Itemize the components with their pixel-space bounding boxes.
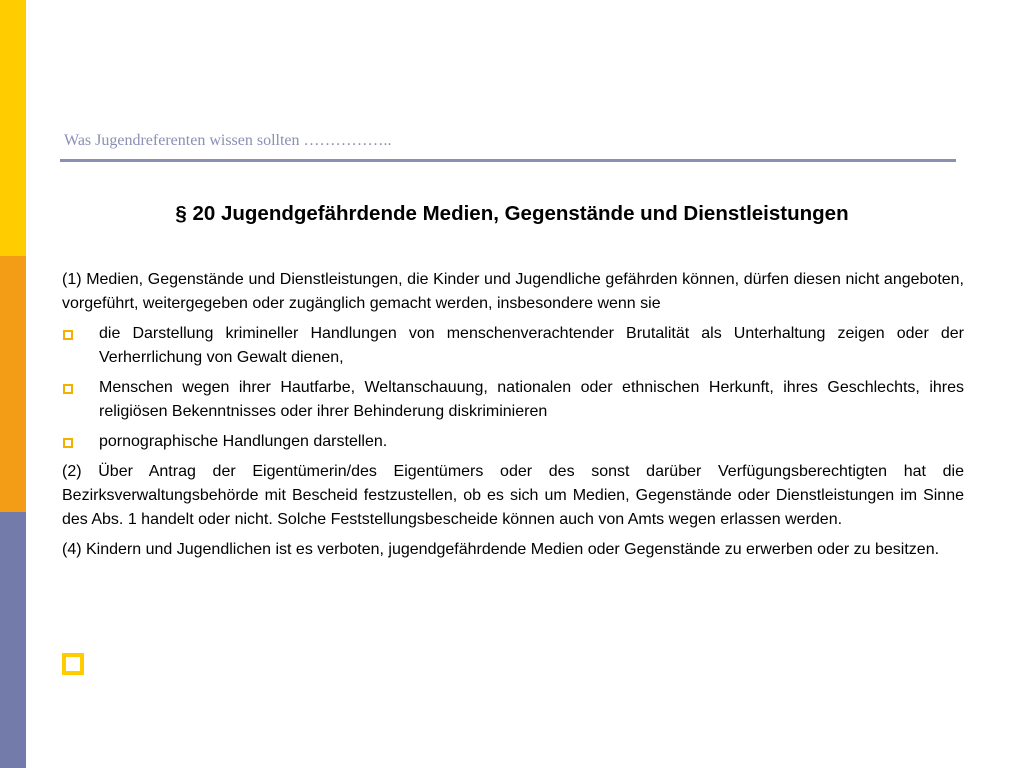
square-bullet-icon xyxy=(63,330,73,340)
square-bullet-icon xyxy=(63,384,73,394)
slide-body xyxy=(62,268,964,568)
bullet-item xyxy=(62,322,964,370)
decor-bar-orange xyxy=(0,256,26,512)
bullet-text: pornographische Handlungen darstellen. xyxy=(99,433,388,450)
bullet-item xyxy=(62,430,964,454)
bullet-text: die Darstellung krimineller Handlungen von menschenverachtender Brutalität als Unterhaltung zeigen oder der Verherrlichung von Gewalt dienen, xyxy=(99,325,964,366)
square-bullet-icon xyxy=(63,438,73,448)
paragraph-1: (1) Medien, Gegenstände und Dienstleistungen, die Kinder und Jugendliche gefährden können, dürfen diesen nicht angeboten, vorgeführt, weitergegeben oder zugänglich gemacht werden, insbesondere wenn sie xyxy=(62,271,964,312)
slide-header: Was Jugendreferenten wissen sollten …………….. xyxy=(64,132,392,149)
bullet-text: Menschen wegen ihrer Hautfarbe, Weltanschauung, nationalen oder ethnischen Herkunft, ihres Geschlechts, ihres religiösen Bekenntnisses oder ihrer Behinderung diskriminieren xyxy=(99,379,964,420)
slide-title: § 20 Jugendgefährdende Medien, Gegenstände und Dienstleistungen xyxy=(175,202,849,225)
decor-bar-blue xyxy=(0,512,26,768)
empty-square-bullet-icon xyxy=(62,653,84,675)
paragraph-2: (2) Über Antrag der Eigentümerin/des Eigentümers oder des sonst darüber Verfügungsberechtigten hat die Bezirksverwaltungsbehörde mit Bescheid festzustellen, ob es sich um Medien, Gegenstände oder Dienstleistungen im Sinne des Abs. 1 handelt oder nicht. Solche Feststellungsbescheide können auch von Amts wegen erlassen werden. xyxy=(62,463,964,528)
paragraph-4: (4) Kindern und Jugendlichen ist es verboten, jugendgefährdende Medien oder Gegenstände zu erwerben oder zu besitzen. xyxy=(62,541,940,558)
bullet-item xyxy=(62,376,964,424)
decor-bar-yellow xyxy=(0,0,26,256)
header-divider xyxy=(60,159,956,162)
bullet-list xyxy=(62,322,964,454)
